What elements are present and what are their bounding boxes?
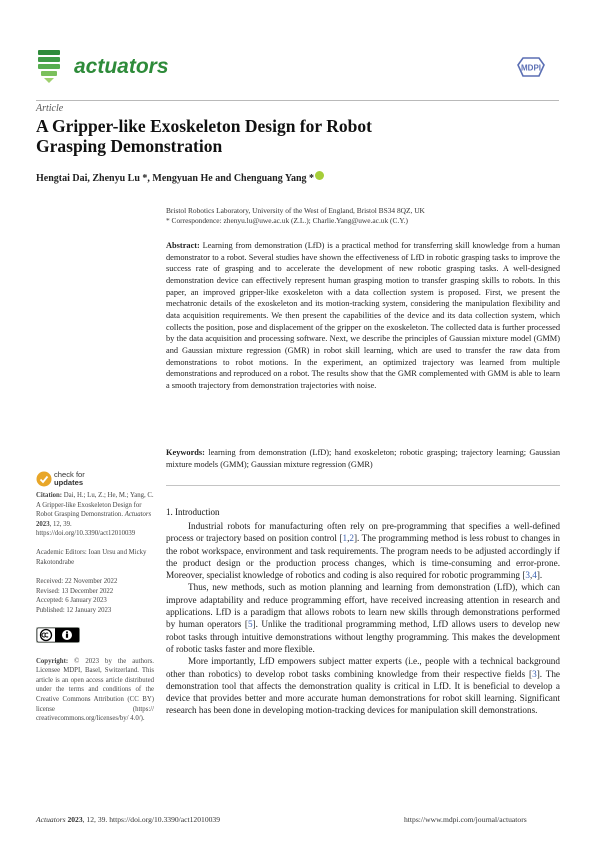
orcid-icon[interactable] — [315, 171, 324, 180]
footer-doi[interactable]: , 12, 39. https://doi.org/10.3390/act12010039 — [82, 815, 221, 824]
citation-link[interactable]: 1 — [342, 533, 348, 544]
section-heading-introduction: 1. Introduction — [166, 507, 220, 517]
citation-link[interactable]: 2 — [349, 533, 354, 544]
footer-year: 2023 — [67, 815, 83, 824]
check-updates-line: check for — [54, 470, 85, 479]
abstract-label: Abstract: — [166, 241, 200, 250]
date-accepted: Accepted: 6 January 2023 — [36, 597, 107, 605]
footer-citation — [36, 815, 220, 824]
citation-link[interactable]: 3 — [532, 668, 537, 679]
cc-by-license-icon[interactable] — [36, 627, 80, 643]
footer-journal-url[interactable]: https://www.mdpi.com/journal/actuators — [404, 815, 527, 824]
author-list — [36, 171, 324, 184]
authors-text: Hengtai Dai, Zhenyu Lu *, Mengyuan He and Chenguang Yang * — [36, 173, 315, 184]
keywords-label: Keywords: — [166, 448, 205, 457]
paragraph-text: ]. Unlike the traditional programming method, LfD allows users to develop new robot tasks through intuitive demonstrations without lengthy programming. This makes the development of robotic tasks faster and more flexible. — [166, 619, 560, 654]
correspondence-line: * Correspondence: zhenyu.lu@uwe.ac.uk (Z.L.); Charlie.Yang@uwe.ac.uk (C.Y.) — [166, 215, 408, 225]
paragraph-text: Thus, new methods, such as motion planning and learning from demonstration (LfD), which can improve adaptability and reduce programming effort, have received increasing attention in research and applications. LfD is a paradigm that allows robots to learn new skills through demonstrations performed by human operators [ — [166, 582, 560, 630]
paragraph — [166, 581, 560, 655]
article-info-sidebar — [36, 491, 154, 733]
citation-link[interactable]: 4 — [532, 570, 537, 581]
check-updates-line: updates — [54, 478, 84, 488]
journal-name: actuators — [74, 55, 169, 78]
paragraph-text: ]. The demonstration tool that affects the demonstration quality is critical in LfD. It is beneficial to develop a device that provides better and more accurate human demonstrations for robot skill learning. Significant research has been done in developing motion-tracking devices for manipulation skill demonstrations. — [166, 668, 560, 716]
check-for-updates-badge[interactable] — [36, 470, 96, 490]
keywords-text: learning from demonstration (LfD); hand exoskeleton; robotic grasping; trajectory learning; Gaussian mixture models (GMM); Gaussian mixture regression (GMR) — [166, 448, 560, 469]
citation-text: Dai, H.; Lu, Z.; He, M.; Yang, C. A Gripper-like Exoskeleton Design for Robot Grasping Demonstration. — [36, 492, 154, 519]
introduction-body — [166, 520, 560, 717]
paragraph — [166, 520, 560, 581]
paragraph-text: , — [347, 533, 350, 544]
dates-block — [36, 577, 154, 615]
check-updates-text — [54, 471, 85, 487]
footer-journal: Actuators — [36, 815, 66, 824]
date-received: Received: 22 November 2022 — [36, 578, 118, 586]
copyright-label: Copyright: — [36, 657, 69, 665]
keywords — [166, 447, 560, 470]
date-published: Published: 12 January 2023 — [36, 606, 112, 614]
paragraph — [166, 655, 560, 716]
copyright-block — [36, 657, 154, 724]
paragraph-text: Industrial robots for manufacturing often rely on pre-programming that specifies a well-defined process or trajectory based on position control [ — [166, 521, 560, 544]
paragraph-text: ]. The programming method is less robust to changes in the robot workspace, environment and task requirements. The program needs to be adjusted accordingly if the product design or the production process changes, which is time-consuming and error-prone. Moreover, specialist knowledge of robotics and coding is also required for robotic programming [ — [166, 533, 560, 581]
citation-doi[interactable]: , 12, 39. https://doi.org/10.3390/act12010039 — [36, 520, 136, 538]
date-revised: Revised: 13 December 2022 — [36, 587, 114, 595]
keywords-rule — [166, 485, 560, 486]
mdpi-logo-icon — [515, 56, 547, 78]
abstract-text: Learning from demonstration (LfD) is a practical method for transferring skill knowledge from a human demonstrator to a robot. Several studies have shown the effectiveness of LfD in robotic grasping tasks to improve the success rate of grasping and to accelerate the development of new robotic grasping tasks. A well-designed demonstration device can effectively represent human grasping motion to transfer grasping skills to robots. In this paper, an improved gripper-like exoskeleton with a data collection system is proposed. First, we present the mechatronic details of the exoskeleton and its motion-tracking system, considering the manipulation flexibility and data acquisition requirements. We then present the capabilities of the device and its data collection system, which collects the position, pose and displacement of the gripper on the exoskeleton. The collected data is further processed by the data acquisition and processing software. Next, we describe the principles of Gaussian mixture model (GMM) and Gaussian mixture regression (GMR) in robot skill learning, which are used to transfer the raw data from demonstrations to robot motions. In the experiment, an optimized trajectory was learned from multiple demonstrations and reproduced on a robot. The results show that the GMR complemented with GMM is able to learn a smooth trajectory from demonstration trajectories with noise. — [166, 241, 560, 390]
academic-editors: Academic Editors: Ioan Ursu and Micky Rakotondrabe — [36, 549, 147, 567]
affiliations — [166, 206, 556, 225]
paragraph-text: ]. — [536, 570, 543, 581]
citation-year: 2023 — [36, 520, 50, 528]
citation-journal: Actuators — [124, 511, 152, 519]
paragraph-text: , — [529, 570, 533, 581]
citation-label: Citation: — [36, 492, 63, 499]
citation-link[interactable]: 3 — [525, 570, 530, 581]
affiliation-line: Bristol Robotics Laboratory, University of the West of England, Bristol BS34 8QZ, UK — [166, 206, 425, 215]
citation-block — [36, 491, 154, 539]
check-updates-icon — [36, 470, 52, 488]
journal-logo-icon — [36, 48, 66, 84]
paragraph-text: More importantly, LfD empowers subject matter experts (i.e., people with a technical background other than robotics) to develop robot tasks combining knowledge from their respective fields [ — [166, 656, 560, 679]
article-type: Article — [36, 103, 64, 114]
mdpi-logo-text: MDPI — [521, 63, 541, 73]
citation-link[interactable]: 5 — [247, 619, 253, 630]
article-title: A Gripper-like Exoskeleton Design for Robot Grasping Demonstration — [36, 116, 372, 156]
abstract — [166, 240, 560, 392]
copyright-text: © 2023 by the authors. Licensee MDPI, Basel, Switzerland. This article is an open access article distributed under the terms and conditions of the Creative Commons Attribution (CC BY) license (https:// creativecommons.org/licenses/by/ 4.0/). — [36, 657, 154, 723]
header-rule — [36, 100, 559, 101]
